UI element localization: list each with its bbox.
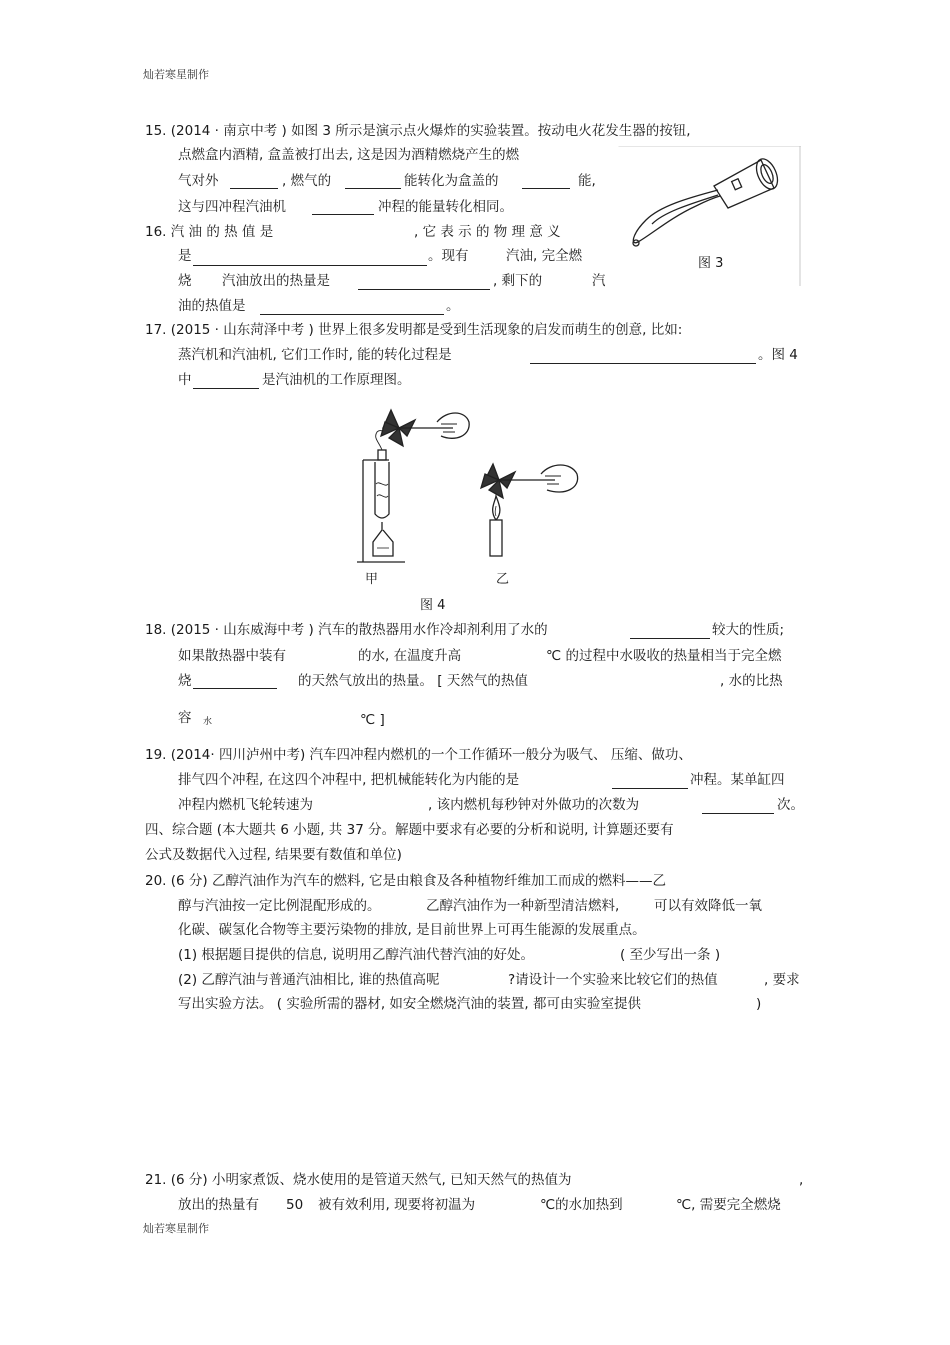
q16-line2b: 。现有 [428,248,469,264]
q16-line1b: , 它 表 示 的 物 理 意 义 [414,224,561,240]
q18-line2a: 如果散热器中装有 [178,648,286,664]
q17-line2b: 。图 4 [758,347,798,363]
q18-line4a: 容 [178,710,192,726]
q17-line2a: 蒸汽机和汽油机, 它们工作时, 能的转化过程是 [178,347,452,363]
q19-line2a: 排气四个冲程, 在这四个冲程中, 把机械能转化为内能的是 [178,772,520,788]
q19-line3a: 冲程内燃机飞轮转速为 [178,797,313,813]
figure-4-label-jia: 甲 [365,572,379,587]
q20-line1: 20. (6 分) 乙醇汽油作为汽车的燃料, 它是由粮食及各种植物纤维加工而成的燃料——乙 [145,873,667,889]
q18-line2b: 的水, 在温度升高 [358,648,462,664]
q16-blank-2[interactable] [358,289,490,290]
q16-blank-1[interactable] [193,265,427,266]
q21-line1b: , [799,1172,804,1188]
page-footer: 灿若寒星制作 [143,1222,209,1235]
q15-blank-3[interactable] [522,188,570,189]
q16-line2a: 是 [178,248,192,264]
page-header: 灿若寒星制作 [143,68,209,81]
q20-line2c: 可以有效降低一氧 [654,898,762,914]
section4-line2: 公式及数据代入过程, 结果要有数值和单位) [145,847,402,863]
q21-line2e: ℃, 需要完全燃烧 [676,1197,781,1213]
q20-part3b: ) [756,996,762,1012]
q15-blank-4[interactable] [312,214,374,215]
q20-part2b: ?请设计一个实验来比较它们的热值 [508,972,718,988]
q17-line3a: 中 [178,372,192,388]
q19-line3b: , 该内燃机每秒钟对外做功的次数为 [428,797,640,813]
q15-blank-2[interactable] [345,188,401,189]
q18-line3a: 烧 [178,673,192,689]
q19-blank-2[interactable] [702,813,774,814]
q15-line3d: 能, [578,173,596,189]
q21-line2c: 被有效利用, 现要将初温为 [318,1197,476,1213]
section4-line1: 四、综合题 (本大题共 6 小题, 共 37 分。解题中要求有必要的分析和说明, 计算题还要有 [145,822,674,838]
q15-blank-1[interactable] [230,188,278,189]
q16-blank-3[interactable] [260,314,444,315]
q20-part1a: (1) 根据题目提供的信息, 说明用乙醇汽油代替汽油的好处。 [178,947,534,963]
q17-blank-2[interactable] [193,388,259,389]
q16-line4b: 。 [446,298,460,314]
q19-blank-1[interactable] [612,788,688,789]
figure-4-apparatus [355,402,600,567]
q21-line1a: 21. (6 分) 小明家煮饭、烧水使用的是管道天然气, 已知天然气的热值为 [145,1172,572,1188]
q16-line3b: 汽油放出的热量是 [222,273,330,289]
figure-4-label-yi: 乙 [496,572,510,587]
q15-line4b: 冲程的能量转化相同。 [378,199,513,215]
q15-line4a: 这与四冲程汽油机 [178,199,286,215]
q18-line1a: 18. (2015 · 山东威海中考 ) 汽车的散热器用水作冷却剂利用了水的 [145,622,548,638]
q18-line3c: , 水的比热 [720,673,783,689]
figure-4-caption: 图 4 [420,598,446,613]
q15-line3c: 能转化为盒盖的 [404,173,499,189]
q20-line3: 化碳、碳氢化合物等主要污染物的排放, 是目前世界上可再生能源的发展重点。 [178,922,646,938]
q19-line2b: 冲程。某单缸四 [690,772,785,788]
q18-line1b: 较大的性质; [712,622,785,638]
q20-part3a: 写出实验方法。 ( 实验所需的器材, 如安全燃烧汽油的装置, 都可由实验室提供 [178,996,642,1012]
q17-line1: 17. (2015 · 山东菏泽中考 ) 世界上很多发明都是受到生活现象的启发而萌生的创意, 比如: [145,322,683,338]
q20-line2a: 醇与汽油按一定比例混配形成的。 [178,898,381,914]
q16-line4a: 油的热值是 [178,298,246,314]
q16-line3d: 汽 [592,273,606,289]
figure-3-caption: 图 3 [698,256,724,271]
q17-line3b: 是汽油机的工作原理图。 [262,372,411,388]
q16-line1a: 16. 汽 油 的 热 值 是 [145,224,274,240]
q21-line2b: 50 [286,1197,304,1213]
q19-line3c: 次。 [777,797,804,813]
q18-line4b: ℃ ] [360,712,385,728]
q20-part2c: , 要求 [764,972,800,988]
q15-line3a: 气对外 [178,173,219,189]
q20-part2a: (2) 乙醇汽油与普通汽油相比, 谁的热值高呢 [178,972,440,988]
q20-part1b: ( 至少写出一条 ) [620,947,721,963]
q19-line1: 19. (2014· 四川泸州中考) 汽车四冲程内燃机的一个工作循环一般分为吸气、 压缩、做功、 [145,747,692,763]
q18-blank-1[interactable] [630,638,710,639]
q18-line4-sub: 水 [203,717,213,727]
q16-line2c: 汽油, 完全燃 [506,248,583,264]
q17-blank-1[interactable] [530,363,756,364]
q16-line3c: , 剩下的 [493,273,543,289]
q21-line2d: ℃的水加热到 [540,1197,623,1213]
q20-line2b: 乙醇汽油作为一种新型清洁燃料, [426,898,620,914]
q18-blank-2[interactable] [193,688,277,689]
q15-line1: 15. (2014 · 南京中考 ) 如图 3 所示是演示点火爆炸的实验装置。按动电火花发生器的按钮, [145,123,691,139]
q15-line2: 点燃盒内酒精, 盒盖被打出去, 这是因为酒精燃烧产生的燃 [178,147,520,163]
q18-line3b: 的天然气放出的热量。 [ 天然气的热值 [298,673,528,689]
q18-line2c: ℃ 的过程中水吸收的热量相当于完全燃 [546,648,782,664]
q16-line3a: 烧 [178,273,192,289]
q21-line2a: 放出的热量有 [178,1197,259,1213]
q15-line3b: , 燃气的 [282,173,332,189]
